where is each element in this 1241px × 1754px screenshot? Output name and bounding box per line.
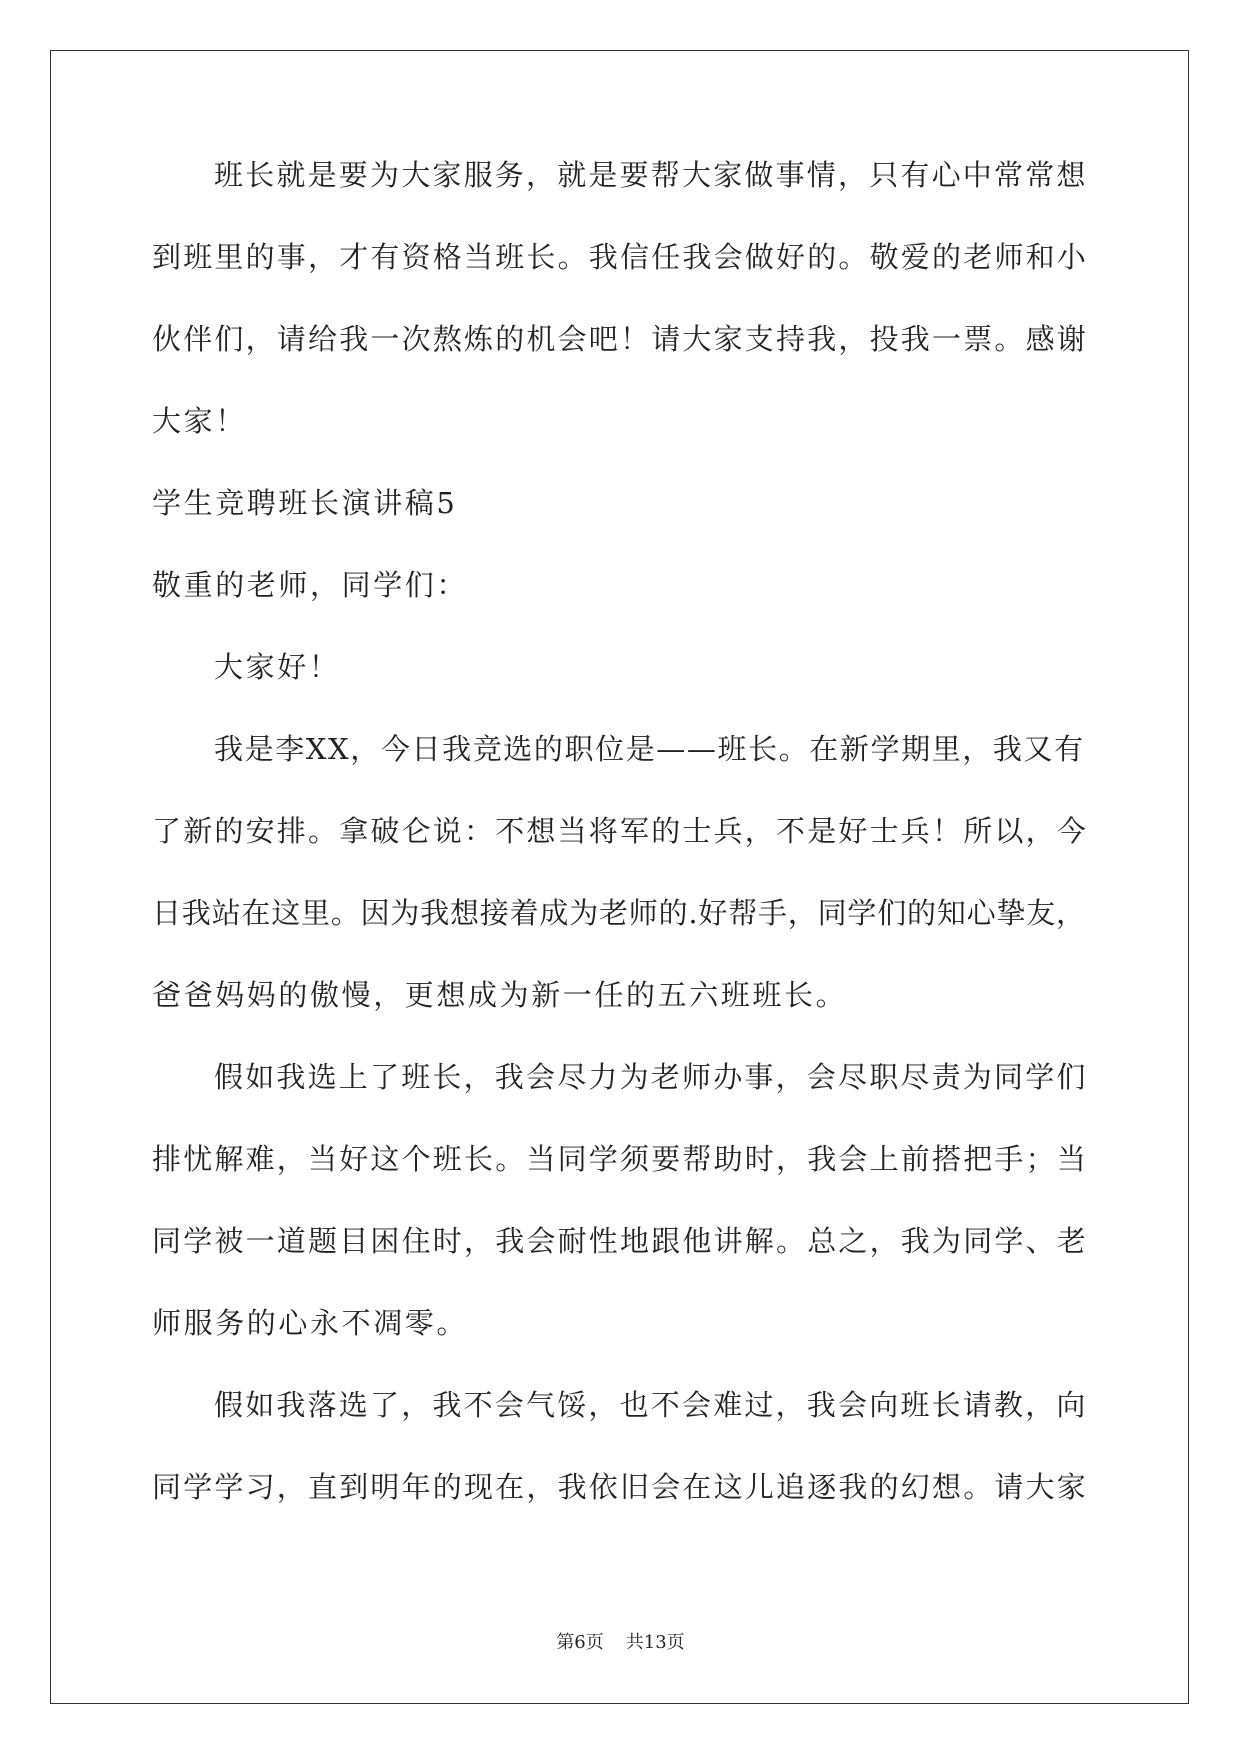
text-line: 我是李XX，今日我竞选的职位是——班长。在新学期里，我又有: [214, 732, 1085, 766]
greeting-text: 大家好！: [214, 650, 341, 684]
text-line: 排忧解难，当好这个班长。当同学须要帮助时，我会上前搭把手；当: [152, 1142, 1089, 1176]
paragraph: [152, 1057, 1088, 1344]
text-line: 爸爸妈妈的傲慢，更想成为新一任的五六班班长。: [152, 978, 848, 1012]
paragraph: [152, 729, 1088, 1016]
paragraph: [152, 155, 1088, 442]
greeting: [152, 647, 1088, 688]
text-line: 同学被一道题目困住时，我会耐性地跟他讲解。总之，我为同学、老: [152, 1224, 1089, 1258]
text-line: 师服务的心永不凋零。: [152, 1306, 469, 1340]
page-number: 第6页: [556, 1632, 604, 1653]
section-title-text: 学生竞聘班长演讲稿5: [152, 486, 458, 520]
text-line: 同学学习，直到明年的现在，我依旧会在这儿追逐我的幻想。请大家: [152, 1470, 1089, 1504]
text-line: 班长就是要为大家服务，就是要帮大家做事情，只有心中常常想: [214, 158, 1088, 192]
text-line: 假如我落选了，我不会气馁，也不会难过，我会向班长请教，向: [214, 1388, 1088, 1422]
text-line: 了新的安排。拿破仑说：不想当将军的士兵，不是好士兵！所以，今: [152, 814, 1089, 848]
document-body: [152, 155, 1088, 1508]
text-line: 到班里的事，才有资格当班长。我信任我会做好的。敬爱的老师和小: [152, 240, 1089, 274]
salutation-text: 敬重的老师，同学们：: [152, 568, 469, 602]
text-line: 假如我选上了班长，我会尽力为老师办事，会尽职尽责为同学们: [214, 1060, 1088, 1094]
text-line: 大家！: [152, 404, 247, 438]
salutation: [152, 565, 1088, 606]
section-title: [152, 483, 1088, 524]
page-footer: [0, 1628, 1241, 1654]
text-line: 伙伴们，请给我一次熬炼的机会吧！请大家支持我，投我一票。感谢: [152, 322, 1089, 356]
page-total: 共13页: [625, 1632, 685, 1653]
text-line: 日我站在这里。因为我想接着成为老师的.好帮手，同学们的知心挚友，: [152, 896, 1086, 930]
paragraph: [152, 1385, 1088, 1508]
